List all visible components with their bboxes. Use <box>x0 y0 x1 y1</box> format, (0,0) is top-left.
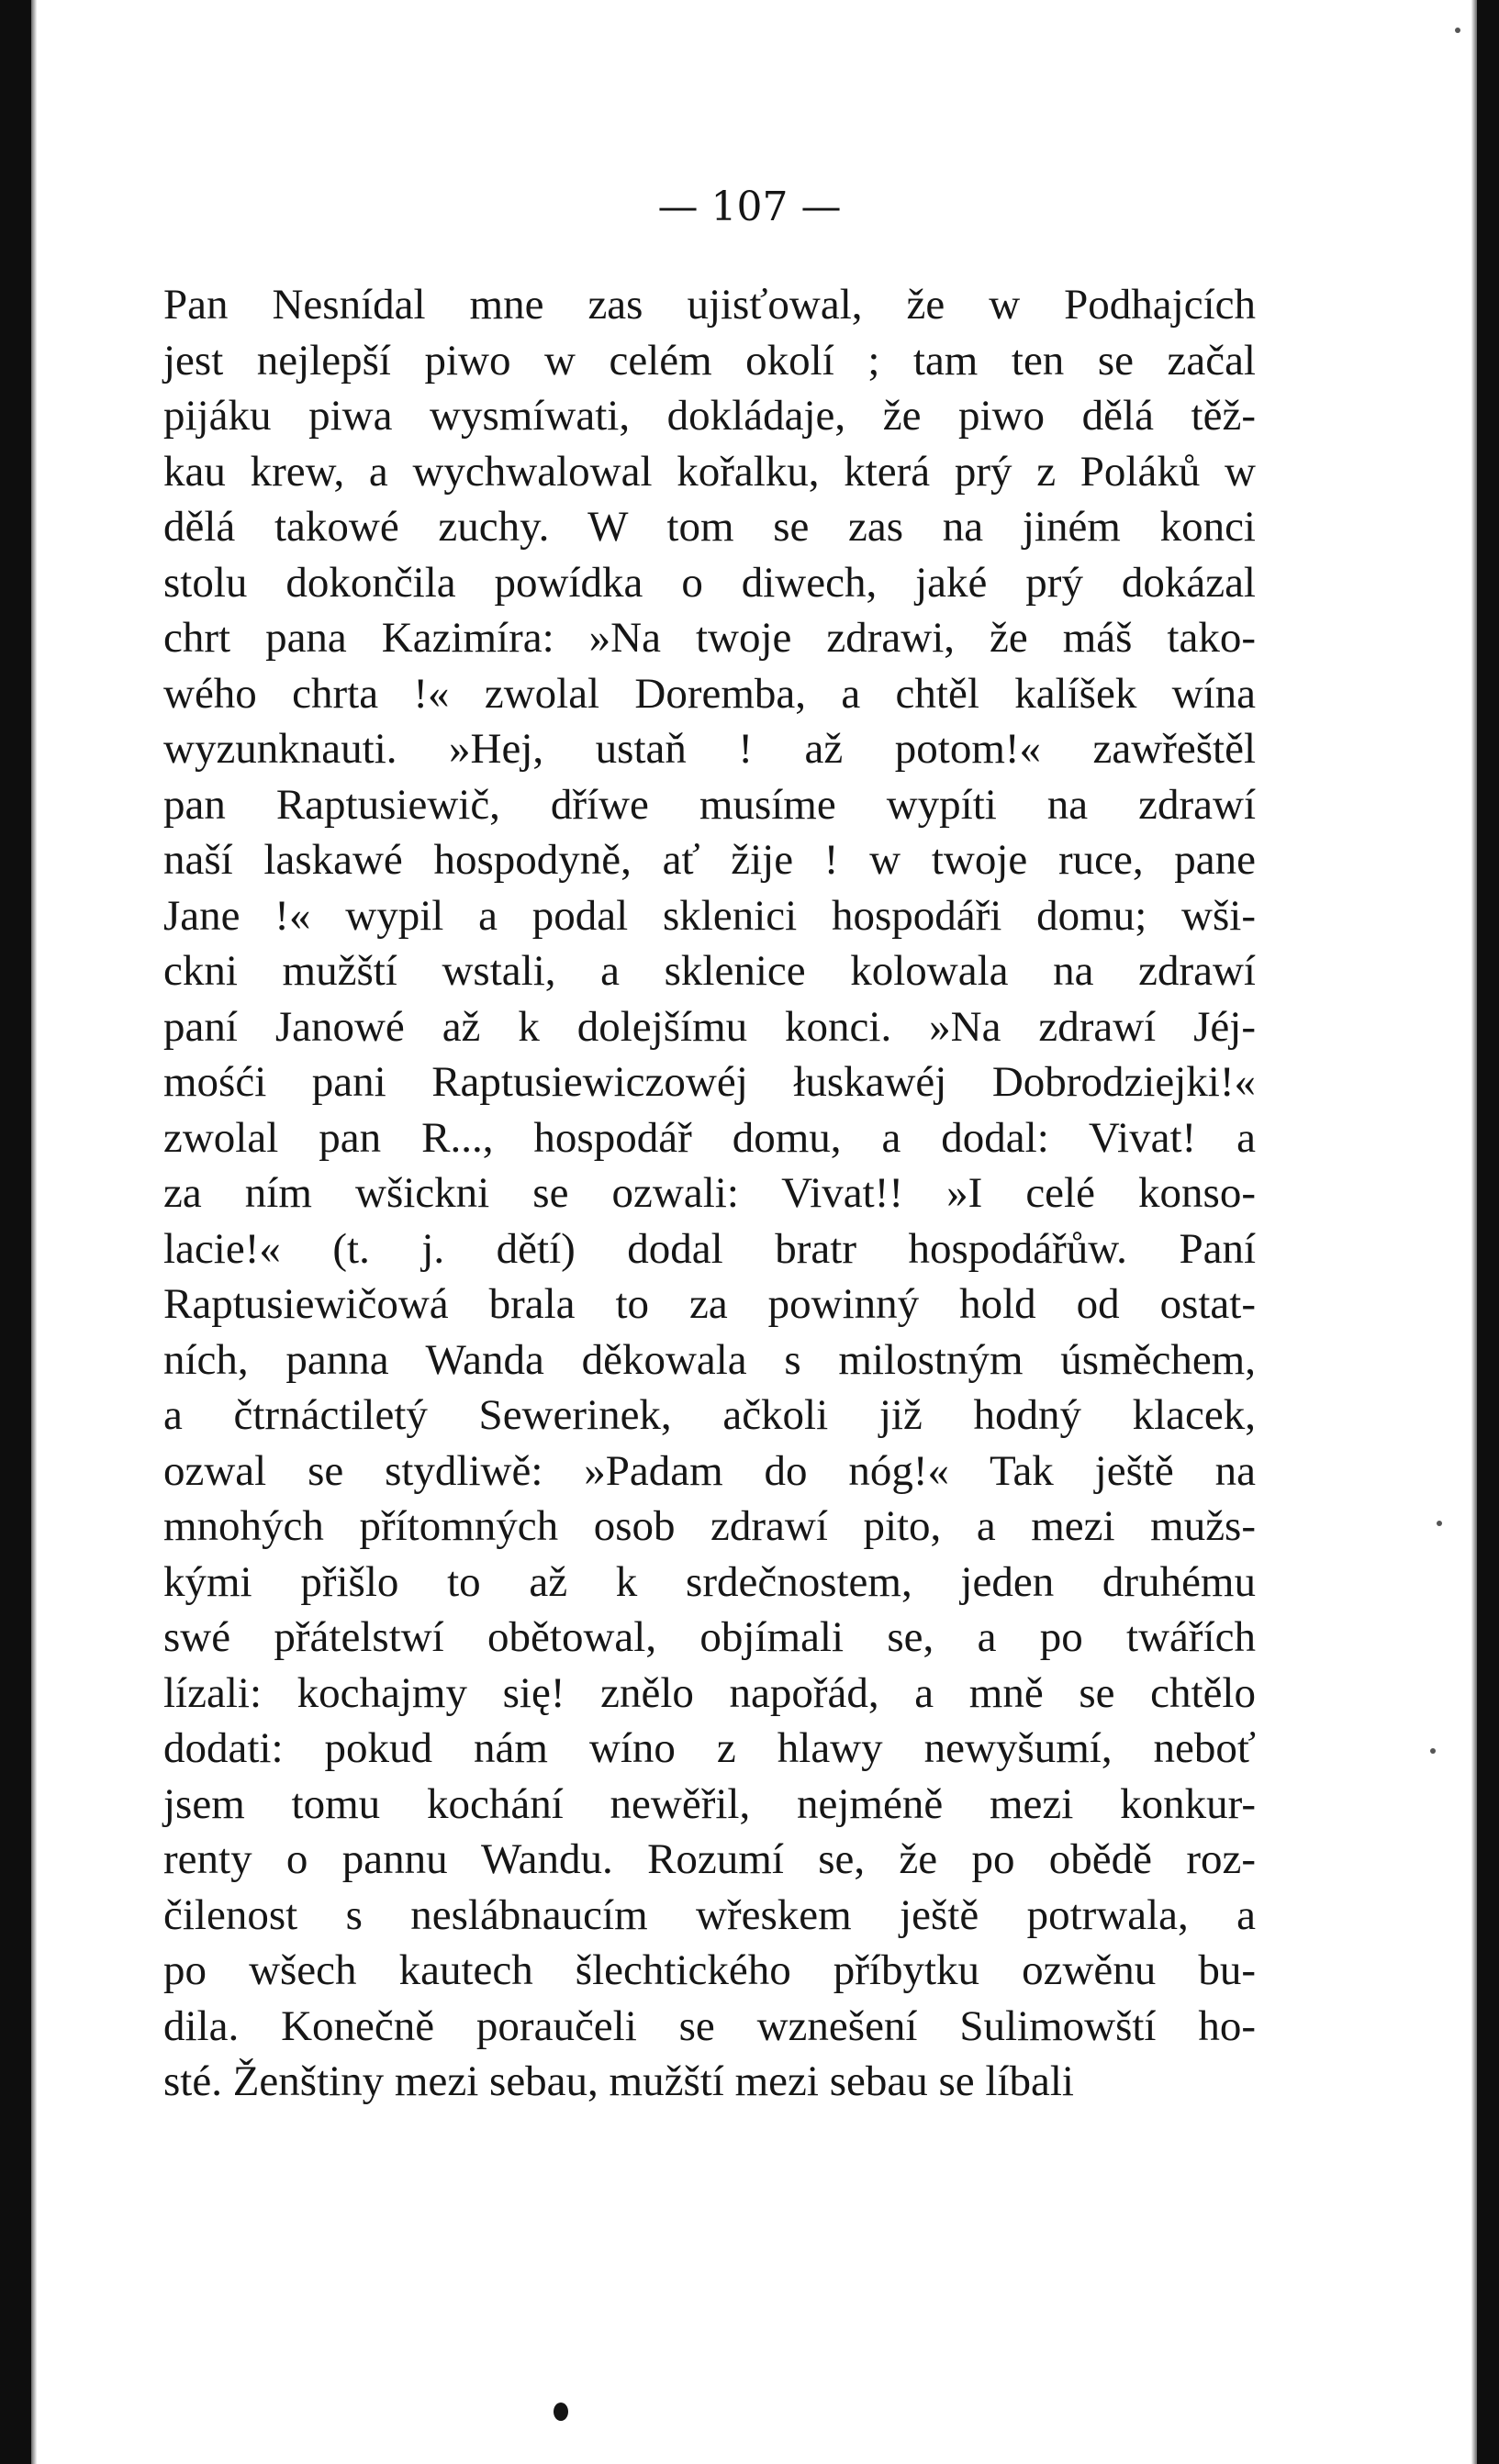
text-line: lízali: kochajmy się! znělo napořád, a mně se chtělo <box>163 1668 1256 1717</box>
text-line: ních, panna Wanda děkowala s milostným úsměchem, <box>163 1335 1256 1384</box>
text-line: dila. Konečně poraučeli se wznešení Sulimowští ho- <box>163 2001 1256 2050</box>
text-line: paní Janowé až k dolejšímu konci. »Na zdrawí Jéj- <box>163 1002 1256 1051</box>
text-line: Pan Nesnídal mne zas ujisťowal, že w Podhajcích <box>163 281 1256 329</box>
text-line: wyzunknauti. »Hej, ustaň ! až potom!« zawřeštěl <box>163 725 1256 773</box>
text-line: dělá takowé zuchy. W tom se zas na jiném konci <box>163 503 1256 551</box>
text-line: pan Raptusiewič, dříwe musíme wypíti na zdrawí <box>163 780 1256 829</box>
text-line: Jane !« wypil a podal sklenici hospodáři domu; wši- <box>163 891 1256 940</box>
scan-border-left <box>0 0 31 2464</box>
text-line: renty o pannu Wandu. Rozumí se, že po obědě roz- <box>163 1835 1256 1883</box>
scan-speck <box>1430 1748 1436 1754</box>
text-line: lacie!« (t. j. dětí) dodal bratr hospodářůw. Paní <box>163 1224 1256 1273</box>
text-line: po wšech kautech šlechtického příbytku ozwěnu bu- <box>163 1946 1256 1994</box>
text-line: mnohých přítomných osob zdrawí pito, a mezi mužs- <box>163 1502 1256 1550</box>
ink-dot <box>554 2403 568 2421</box>
text-line: Raptusiewičowá brala to za powinný hold od ostat- <box>163 1280 1256 1328</box>
body-text <box>163 277 1256 2110</box>
text-line: jest nejlepší piwo w celém okolí ; tam ten se začal <box>163 336 1256 385</box>
scan-speck <box>1455 28 1460 33</box>
scan-border-right-edge <box>1471 0 1477 2464</box>
text-line: kau krew, a wychwalowal kořalku, která prý z Poláků w <box>163 447 1256 496</box>
text-line: jsem tomu kochání newěřil, nejméně mezi konkur- <box>163 1779 1256 1828</box>
text-line: sté. Ženštiny mezi sebau, mužští mezi sebau se líbali <box>163 2057 1074 2105</box>
page-number: — 107 — <box>657 184 842 230</box>
text-line: čilenost s neslábnaucím wřeskem ještě potrwala, a <box>163 1890 1256 1939</box>
text-line: pijáku piwa wysmíwati, dokládaje, že piwo dělá těž- <box>163 392 1256 440</box>
text-line: zwolal pan R..., hospodář domu, a dodal: Vivat! a <box>163 1113 1256 1162</box>
text-line: dodati: pokud nám wíno z hlawy newyšumí, neboť <box>163 1724 1256 1772</box>
text-line: kými přišlo to až k srdečnostem, jeden druhému <box>163 1557 1256 1606</box>
text-line: za ním wšickni se ozwali: Vivat!! »I celé konso- <box>163 1169 1256 1217</box>
text-line: mośći pani Raptusiewiczowéj łuskawéj Dobrodziejki!« <box>163 1058 1256 1106</box>
text-line: swé přátelstwí obětowal, objímali se, a po twářích <box>163 1613 1256 1661</box>
text-line: ozwal se stydliwě: »Padam do nóg!« Tak ještě na <box>163 1446 1256 1495</box>
text-line: ckni mužští wstali, a sklenice kolowala na zdrawí <box>163 947 1256 995</box>
text-line: chrt pana Kazimíra: »Na twoje zdrawi, že máš tako- <box>163 614 1256 662</box>
text-line: naší laskawé hospodyně, ať žije ! w twoje ruce, pane <box>163 836 1256 884</box>
scan-border-left-edge <box>31 0 37 2464</box>
text-line: stolu dokončila powídka o diwech, jaké prý dokázal <box>163 558 1256 607</box>
scan-border-right <box>1477 0 1499 2464</box>
scan-speck <box>1437 1521 1442 1526</box>
text-line: wého chrta !« zwolal Doremba, a chtěl kalíšek wína <box>163 669 1256 718</box>
text-line: a čtrnáctiletý Sewerinek, ačkoli již hodný klacek, <box>163 1391 1256 1439</box>
